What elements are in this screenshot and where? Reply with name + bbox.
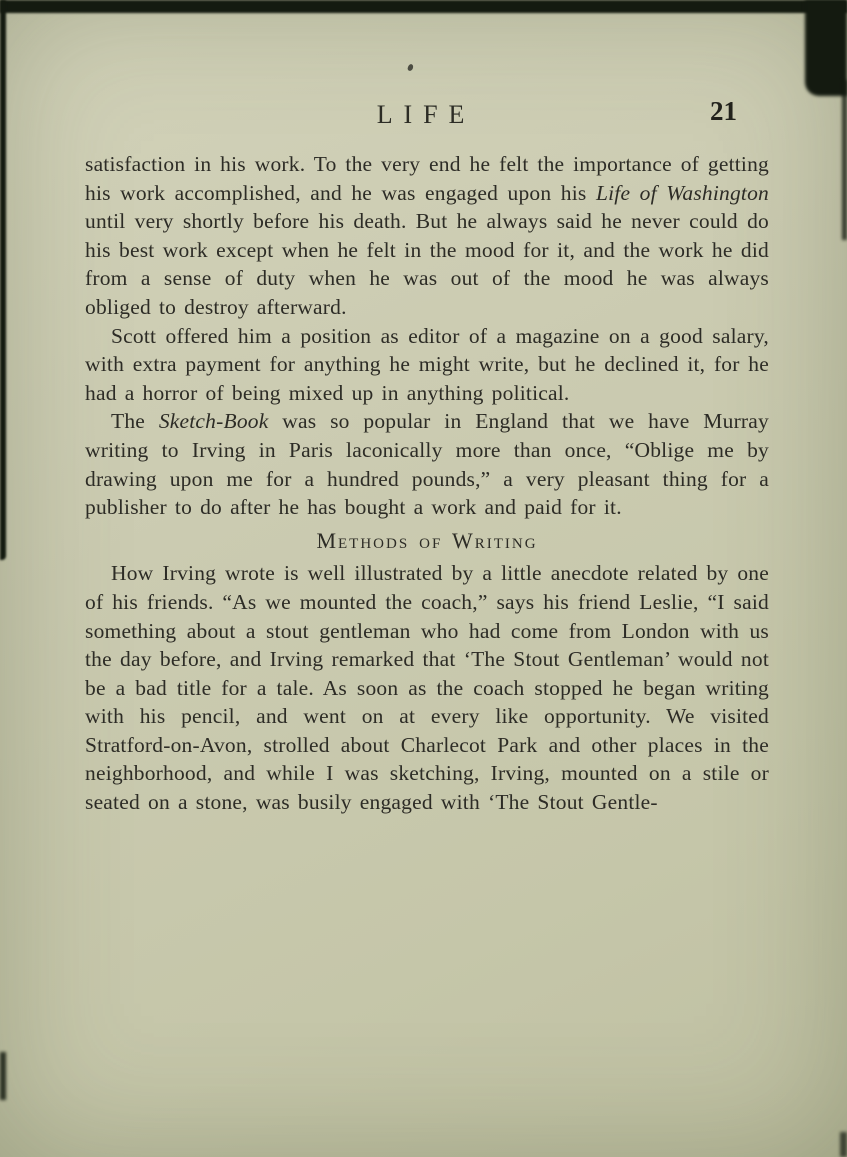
scan-speck: [407, 63, 414, 71]
page-header: [85, 96, 767, 134]
paragraph: [85, 322, 769, 408]
scan-border-top-right: [805, 0, 847, 96]
text-run: satisfaction in his work. To the very end he felt the importance of getting his work accomplished, and he was engaged upon his: [85, 152, 769, 205]
scan-border-bottom-left: [0, 1052, 6, 1100]
text-run: How Irving wrote is well illustrated by a little anecdote related by one of his friends. “As we mounted the coach,” says his friend Leslie, “I said something about a stout gentleman who had come from London with us the day before, and Irving remarked that ‘The Stout Gentleman’ would not be a bad title for a tale. As soon as the coach stopped he began writing with his pencil, and went on at every like opportunity. We visited Stratford-on-Avon, strolled about Charlecot Park and other places in the neighborhood, and while I was sketching, Irving, mounted on a stile or seated on a stone, was busily engaged with ‘The Stout Gentle-: [85, 561, 769, 815]
running-title: LIFE: [376, 100, 476, 129]
paragraph: [85, 150, 769, 322]
text-run: The: [111, 409, 159, 434]
paragraph: [85, 407, 769, 521]
text-run: until very shortly before his death. But he always said he never could do his best work except when he felt in the mood for it, and the work he did from a sense of duty when he was out of the mood he was always obliged to destroy afterward.: [85, 209, 769, 319]
paragraph: [85, 559, 769, 816]
italic-text: Life of Washington: [595, 180, 769, 205]
scan-border-left: [0, 0, 6, 560]
section-heading: Methods of Writing: [316, 527, 538, 553]
page-number: 21: [710, 96, 737, 126]
text-run: Scott offered him a position as editor of a magazine on a good salary, with extra payment for anything he might write, but he declined it, for he had a horror of being mixed up in anything political.: [85, 323, 769, 405]
scan-border-bottom-right: [840, 1132, 847, 1157]
page-body: [85, 150, 769, 817]
scan-border-right: [842, 80, 847, 240]
text-run: was so popular in England that we have Murray writing to Irving in Paris laconically more than once, “Oblige me by drawing upon me for a hundred pounds,” a very pleasant thing for a publisher to do after he has bought a work and paid for it.: [85, 409, 769, 520]
scan-border-top: [0, 0, 847, 13]
italic-text: Sketch-Book: [158, 409, 269, 434]
